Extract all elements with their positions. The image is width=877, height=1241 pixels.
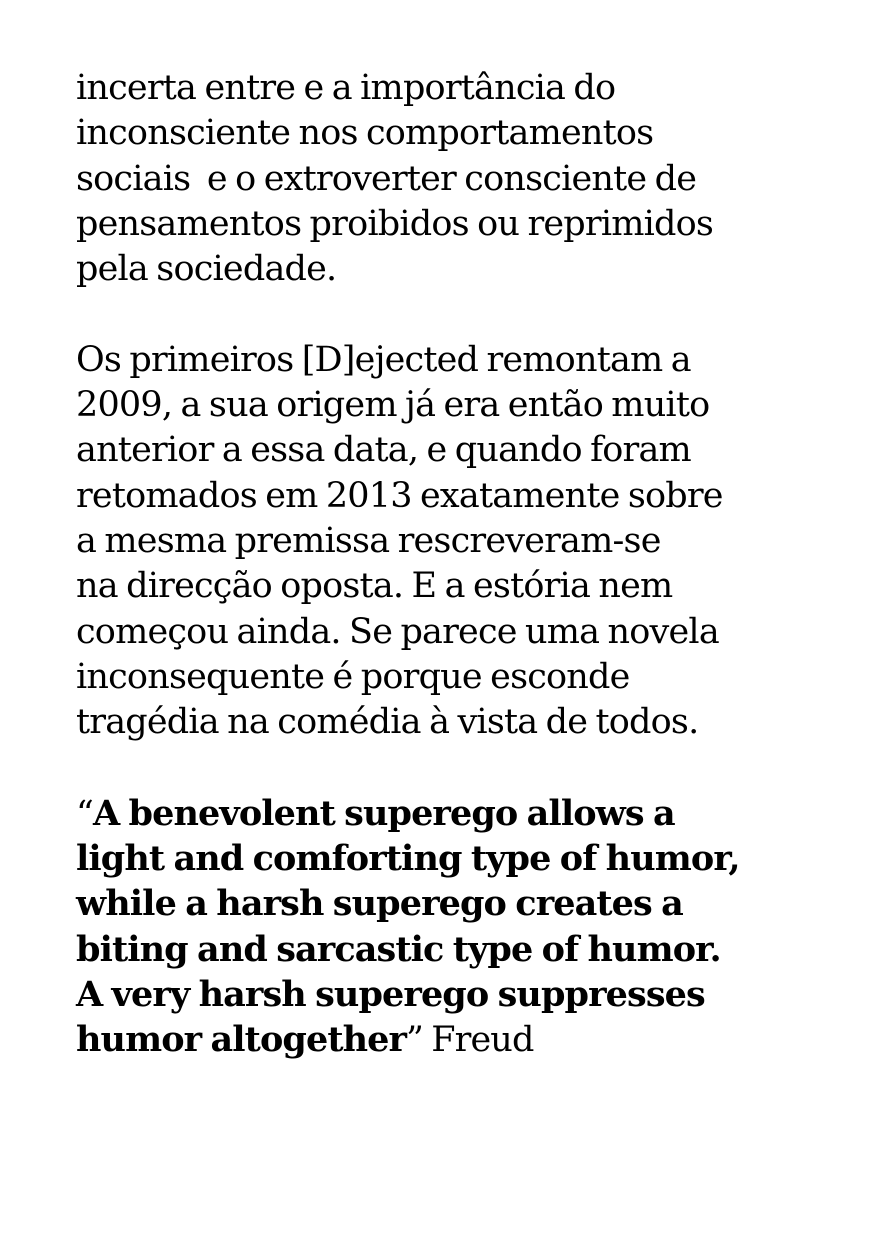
freud-quote [76,791,856,1063]
paragraph-2-line: tragédia na comédia à vista de todos. [76,702,699,743]
paragraph-2-line: inconsequente é porque esconde [76,656,630,697]
paragraph-2-line: Os primeiros [D]ejected remontam a [76,339,691,380]
quote-line: light and comforting type of humor, [76,838,740,880]
quote-author: Freud [423,1020,534,1061]
paragraph-2-line: anterior a essa data, e quando foram [76,430,691,471]
quote-open-mark: “ [76,793,93,834]
paragraph-2-line: a mesma premissa rescreveram-se [76,520,661,561]
quote-line [76,1017,856,1062]
paragraph-2-line: começou ainda. Se parece uma novela [76,611,719,652]
paragraph-1-line: sociais e o extroverter consciente de [76,158,697,199]
paragraph-1-line: incerta entre e a importância do [76,68,616,108]
paragraph-1 [76,66,856,292]
quote-line-text: humor altogether [76,1019,407,1061]
paragraph-2 [76,338,856,746]
quote-line: A very harsh superego suppresses [76,973,705,1015]
quote-line: biting and sarcastic type of humor. [76,928,721,970]
paragraph-spacer [76,292,856,337]
paragraph-1-line: inconsciente nos comportamentos [76,113,654,154]
paragraph-2-line: 2009, a sua origem já era então muito [76,385,710,426]
paragraph-1-line: pensamentos proibidos ou reprimidos [76,203,714,244]
quote-line-text: A benevolent superego allows a [93,792,675,834]
paragraph-1-line: pela sociedade. [76,249,337,290]
quote-line [76,791,856,836]
quote-line: while a harsh superego creates a [76,883,683,925]
quote-close-mark: ” [406,1020,424,1061]
document-page [76,66,856,1063]
paragraph-2-line: na direcção oposta. E a estória nem [76,566,673,607]
paragraph-spacer [76,745,856,790]
paragraph-2-line: retomados em 2013 exatamente sobre [76,475,723,516]
